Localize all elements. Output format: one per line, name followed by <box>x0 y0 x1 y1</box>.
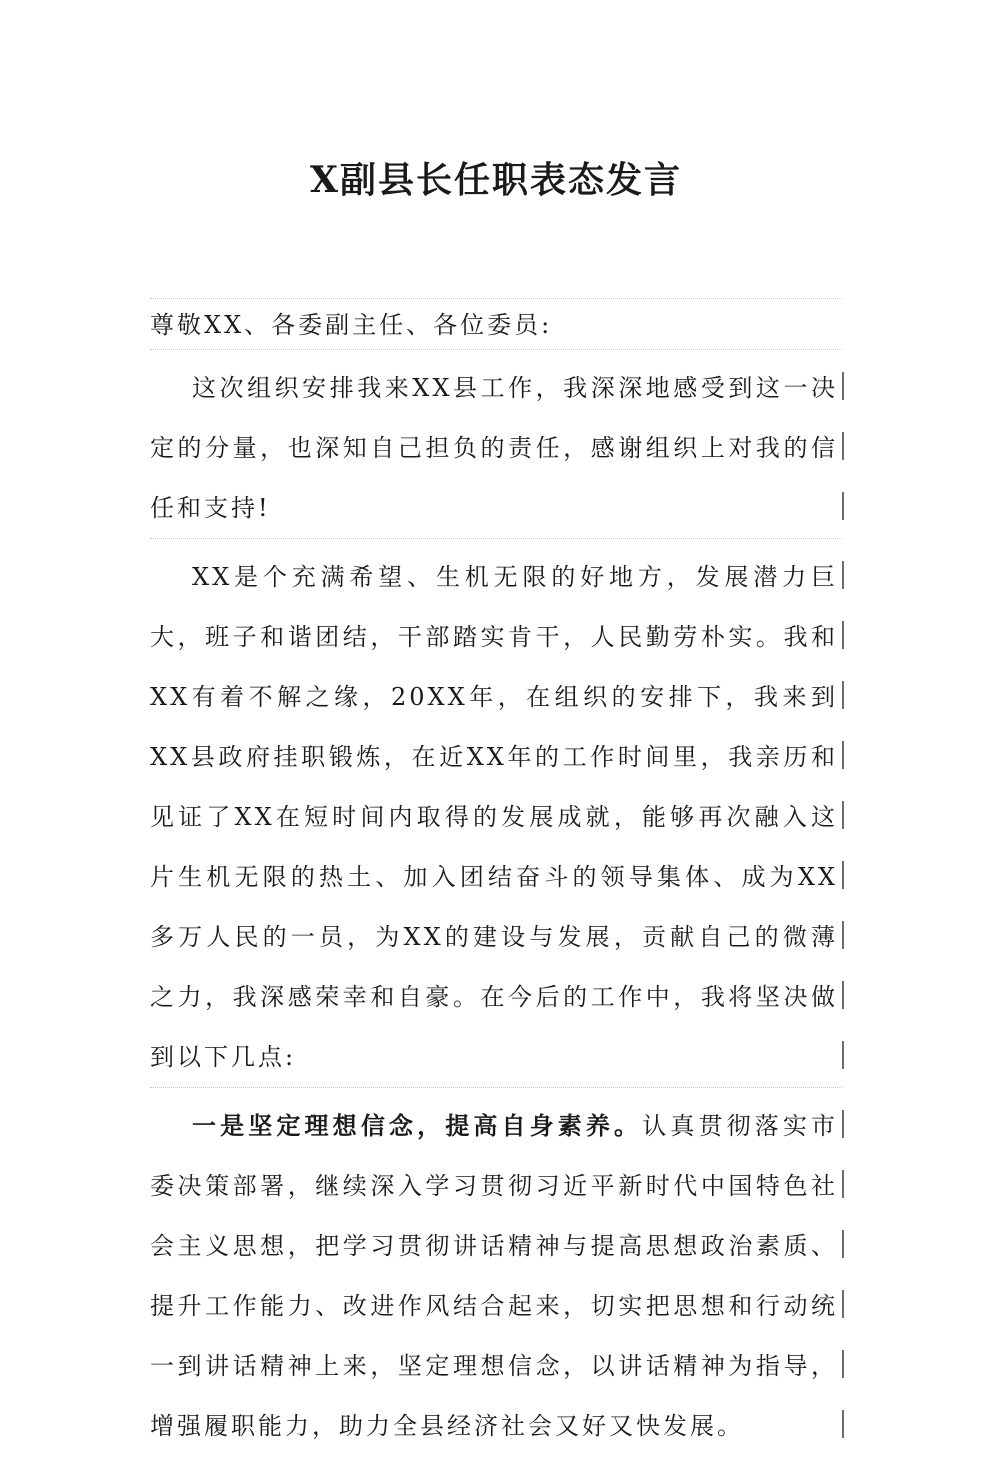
paragraph-2 <box>150 547 842 1088</box>
document-title: X副县长任职表态发言 <box>310 159 682 201</box>
line-end-marks <box>842 547 844 1087</box>
paragraph-1-text: 这次组织安排我来XX县工作，我深深地感受到这一决定的分量，也深知自己担负的责任，感谢组织上对我的信任和支持! <box>150 374 838 522</box>
salutation-paragraph <box>150 298 842 350</box>
paragraph-3-lead: 一是坚定理想信念，提高自身素养。 <box>192 1111 643 1140</box>
salutation-text: 尊敬XX、各委副主任、各位委员: <box>150 311 553 339</box>
line-end-marks <box>842 358 844 538</box>
paragraph-1 <box>150 358 842 539</box>
paragraph-3-text: 认真贯彻落实市委决策部署，继续深入学习贯彻习近平新时代中国特色社会主义思想，把学习贯彻讲话精神与提高思想政治素质、提升工作能力、改进作风结合起来，切实把思想和行动统一到讲话精神上来，坚定理想信念，以讲话精神为指导，增强履职能力，助力全县经济社会又好又快发展。 <box>150 1112 839 1440</box>
paragraph-2-text: XX是个充满希望、生机无限的好地方，发展潜力巨大，班子和谐团结，干部踏实肯干，人民勤劳朴实。我和XX有着不解之缘，20XX年，在组织的安排下，我来到XX县政府挂职锻炼，在近XX年的工作时间里，我亲历和见证了XX在短时间内取得的发展成就，能够再次融入这片生机无限的热土、加入团结奋斗的领导集体、成为XX多万人民的一员，为XX的建设与发展，贡献自己的微薄之力，我深感荣幸和自豪。在今后的工作中，我将坚决做到以下几点: <box>150 563 838 1071</box>
paragraph-3 <box>150 1096 842 1456</box>
document-body <box>150 298 842 1464</box>
line-end-marks <box>842 1096 844 1456</box>
